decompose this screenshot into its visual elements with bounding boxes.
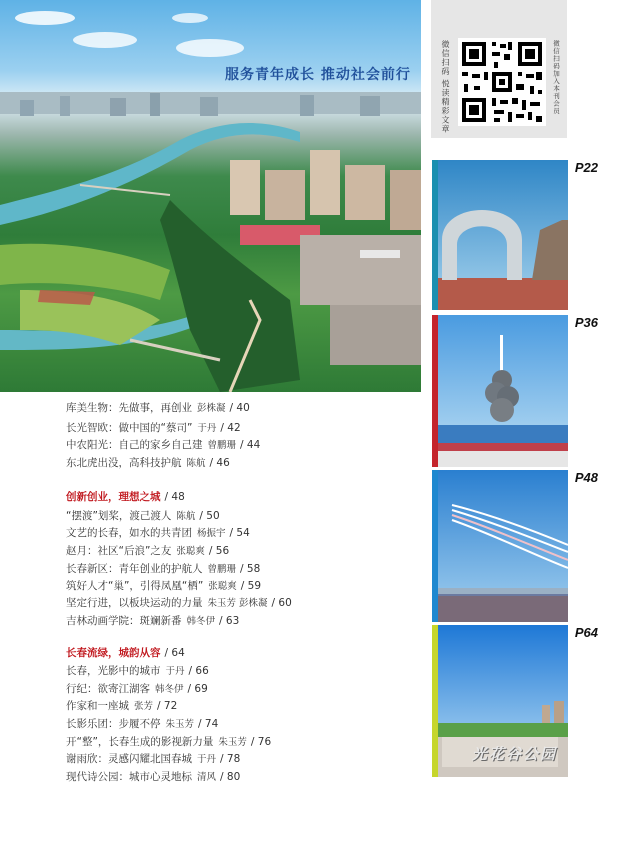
toc-section-page-number: 64	[171, 647, 185, 659]
toc-entry[interactable]	[66, 580, 261, 593]
toc-section-page-number: 48	[171, 491, 185, 503]
toc-entry[interactable]	[66, 615, 239, 628]
toc-section-heading[interactable]	[66, 647, 185, 660]
toc-page-number: 76	[257, 736, 272, 748]
toc-page-number: 44	[246, 439, 261, 451]
toc-author: 张聪爽	[208, 581, 237, 592]
toc-entry[interactable]	[66, 753, 240, 766]
toc-page-number: 58	[246, 563, 261, 575]
toc-author: 陈航	[176, 511, 196, 522]
toc-author: 彭株凝	[197, 403, 226, 414]
qr-code-graphic	[458, 38, 546, 126]
toc-page: / 69	[187, 683, 208, 695]
toc-page-number: 72	[163, 700, 178, 712]
toc-title: 东北虎出没，高科技护航	[66, 457, 182, 469]
toc-page-number: 60	[278, 597, 292, 609]
toc-entry[interactable]	[66, 700, 177, 713]
toc-page: / 74	[198, 718, 219, 730]
toc-page-number: 80	[226, 771, 241, 783]
thumbnail-p64-color-bar	[432, 625, 438, 777]
toc-author: 清风	[197, 772, 217, 783]
toc-entry[interactable]	[66, 563, 260, 576]
toc-title: 开“整”，长春生成的影视新力量	[66, 736, 214, 748]
toc-page: / 54	[229, 527, 250, 539]
thumbnail-p48-color-bar	[432, 470, 438, 622]
toc-page-number: 46	[216, 457, 230, 469]
thumbnail-p48-image	[432, 470, 568, 622]
toc-entry[interactable]	[66, 457, 230, 470]
toc-title: 文艺的长春，如水的共青团	[66, 527, 192, 539]
thumbnail-p36-color-bar	[432, 315, 438, 467]
toc-page: / 63	[219, 615, 240, 627]
toc-title: 吉林动画学院：斑斓新番	[66, 615, 182, 627]
thumbnail-p36[interactable]	[432, 315, 568, 467]
toc-title: 坚定行进，以板块运动的力量	[66, 597, 203, 609]
toc-page-number: 63	[225, 615, 240, 627]
toc-page: / 40	[229, 402, 250, 414]
toc-author: 曾鹏珊	[207, 440, 237, 451]
toc-page-number: 69	[194, 683, 208, 695]
toc-title: 赵月：社区“后浪”之友	[66, 545, 172, 557]
hero-slogan: 服务青年成长 推动社会前行	[225, 67, 411, 83]
toc-author: 于丹	[197, 423, 217, 434]
toc-title: 长光智欧：做中国的“蔡司”	[66, 422, 193, 434]
toc-title: 长春，光影中的城市	[66, 665, 161, 677]
toc-entry[interactable]	[66, 422, 241, 435]
thumbnail-p22-color-bar	[432, 160, 438, 310]
toc-section-title: 创新创业，理想之城	[66, 491, 161, 503]
thumbnail-p64[interactable]	[432, 625, 568, 777]
toc-section-page: / 64	[164, 647, 185, 659]
toc-page-number: 54	[236, 527, 250, 539]
qr-code-panel	[431, 0, 567, 138]
toc-title: “摆渡”划桨，渡己渡人	[66, 510, 172, 522]
qr-right-caption: 微信扫码加入本刊会员	[552, 40, 560, 115]
toc-page-number: 50	[206, 510, 220, 522]
toc-entry[interactable]	[66, 510, 220, 523]
toc-page: / 56	[208, 545, 230, 557]
toc-author: 朱玉芳	[165, 719, 195, 730]
toc-title: 库美生物：先做事，再创业	[66, 402, 192, 414]
toc-entry[interactable]	[66, 402, 250, 415]
qr-left-caption: 微信扫码 悦读精彩文章	[441, 40, 450, 134]
toc-page: / 59	[240, 580, 262, 592]
toc-title: 中农阳光：自己的家乡自己建	[66, 439, 203, 451]
toc-page-number: 59	[247, 580, 262, 592]
toc-page-number: 78	[226, 753, 241, 765]
toc-title: 行纪：欲寄江湖客	[66, 683, 150, 695]
thumbnail-p64-caption: 光花谷公园	[472, 745, 558, 763]
thumbnail-p36-image	[432, 315, 568, 467]
toc-author: 朱玉芳	[218, 737, 247, 748]
hero-aerial-photo	[0, 0, 421, 392]
toc-page: / 42	[220, 422, 241, 434]
toc-page: / 50	[199, 510, 220, 522]
toc-entry[interactable]	[66, 665, 209, 678]
toc-page-number: 74	[204, 718, 219, 730]
toc-title: 长春新区：青年创业的护航人	[66, 563, 203, 575]
toc-entry[interactable]	[66, 545, 229, 558]
toc-author: 张聪爽	[176, 546, 205, 557]
toc-author: 韩冬伊	[186, 616, 216, 627]
toc-page: / 46	[209, 457, 230, 469]
toc-page-number: 66	[195, 665, 209, 677]
toc-author: 于丹	[165, 666, 185, 677]
toc-author: 杨振宇	[197, 528, 226, 539]
toc-author: 于丹	[197, 754, 217, 765]
toc-entry[interactable]	[66, 527, 250, 540]
toc-page: / 78	[220, 753, 241, 765]
toc-title: 现代诗公园：城市心灵地标	[66, 771, 192, 783]
page-tag-p22: P22	[574, 160, 598, 175]
toc-title: 作家和一座城	[66, 700, 129, 712]
toc-page: / 60	[271, 597, 292, 609]
toc-section-title: 长春流绿，城韵从容	[66, 647, 161, 659]
toc-title: 谢雨欣：灵感闪耀北国春城	[66, 753, 192, 765]
toc-section-page: / 48	[164, 491, 185, 503]
toc-entry[interactable]	[66, 718, 218, 731]
qr-code-icon[interactable]	[458, 38, 546, 126]
toc-author: 朱玉芳 彭株凝	[207, 598, 268, 609]
hero-cityscape-illustration	[0, 0, 421, 392]
toc-author: 陈航	[186, 458, 206, 469]
toc-page: / 76	[250, 736, 272, 748]
toc-author: 韩冬伊	[155, 684, 184, 695]
toc-author: 曾鹏珊	[207, 564, 237, 575]
toc-entry[interactable]	[66, 597, 292, 610]
toc-page: / 80	[220, 771, 241, 783]
toc-page: / 72	[157, 700, 178, 712]
toc-page: / 58	[240, 563, 261, 575]
toc-entry[interactable]	[66, 771, 240, 784]
toc-page-number: 40	[236, 402, 250, 414]
page-tag-p36: P36	[574, 315, 598, 330]
page-tag-p48: P48	[574, 470, 598, 485]
toc-entry[interactable]	[66, 683, 208, 696]
toc-page-number: 42	[227, 422, 241, 434]
toc-section-heading[interactable]	[66, 491, 185, 504]
toc-title: 筑好人才“巢”，引得凤凰“栖”	[66, 580, 204, 592]
toc-page-number: 56	[215, 545, 230, 557]
toc-title: 长影乐团：步履不停	[66, 718, 161, 730]
thumbnail-p22[interactable]	[432, 160, 568, 310]
page-tag-p64: P64	[574, 625, 598, 640]
toc-entry[interactable]	[66, 439, 260, 452]
toc-entry[interactable]	[66, 736, 271, 749]
thumbnail-p22-image	[432, 160, 568, 310]
thumbnail-p48[interactable]	[432, 470, 568, 622]
toc-page: / 44	[240, 439, 261, 451]
toc-page: / 66	[188, 665, 209, 677]
toc-author: 张芳	[134, 701, 154, 712]
